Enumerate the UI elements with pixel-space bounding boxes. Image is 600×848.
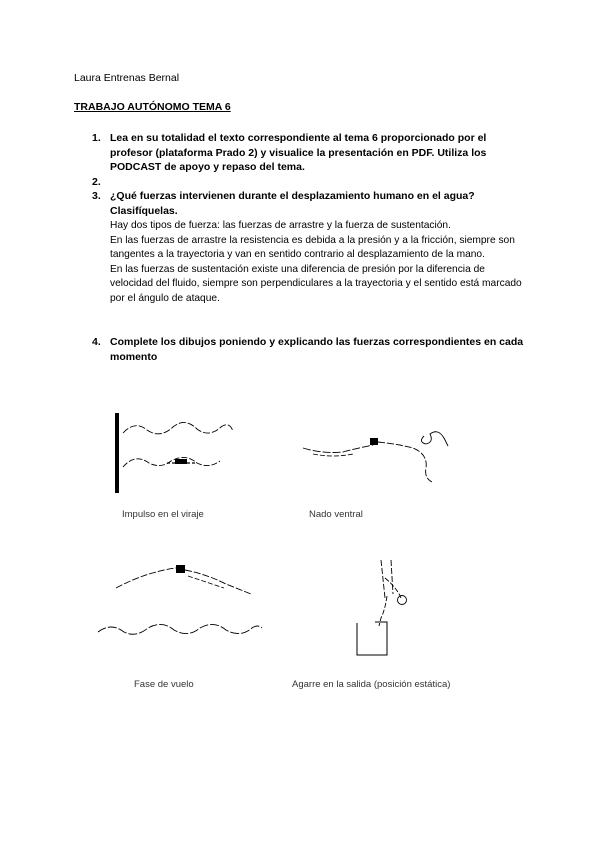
hand-marker: [370, 438, 378, 445]
water-surface: [123, 422, 233, 433]
figure-caption: Fase de vuelo: [134, 679, 194, 690]
answer-3: [110, 219, 530, 306]
hand-marker: [175, 459, 187, 464]
question-number: 2.: [92, 176, 101, 188]
document-title: TRABAJO AUTÓNOMO TEMA 6: [74, 101, 231, 113]
figure-ventral-swim: [298, 418, 468, 483]
figure-wall-turn: [105, 405, 240, 500]
question-number: 1.: [92, 132, 101, 144]
answer-paragraph: En las fuerzas de arrastre la resistencia es debida a la presión y a la fricción, siempre son tangentes a la trayectoria y van en sentido contrario al desplazamiento de la mano.: [110, 234, 515, 260]
swimmer-trajectory: [123, 457, 220, 467]
hand-marker: [176, 565, 185, 573]
swimmer-legs: [381, 560, 393, 598]
answer-paragraph: En las fuerzas de sustentación existe una diferencia de presión por la diferencia de velocidad del fluido, siempre son perpendiculares a la trayectoria y el sentido está marcado por el ángulo de ataque.: [110, 263, 522, 304]
figure-caption: Agarre en la salida (posición estática): [292, 679, 451, 690]
swimmer-body: [188, 576, 224, 588]
swimmer-trajectory: [303, 443, 376, 453]
figure-flight-phase: [96, 560, 266, 645]
author-name: Laura Entrenas Bernal: [74, 72, 180, 84]
starting-block: [357, 622, 387, 655]
question-number: 4.: [92, 336, 101, 348]
figure-caption: Nado ventral: [309, 509, 363, 520]
arm-path: [185, 570, 251, 594]
swimmer-trajectory: [116, 568, 180, 588]
arm-path: [378, 442, 432, 482]
question-text: Lea en su totalidad el texto correspondiente al tema 6 proporcionado por el profesor (plataforma Prado 2) y visualice la presentación en PDF. Utiliza los PODCAST de apoyo y repaso del tema.: [110, 132, 487, 173]
question-text: Complete los dibujos poniendo y explicando las fuerzas correspondientes en cada momento: [110, 336, 524, 363]
answer-paragraph: Hay dos tipos de fuerza: las fuerzas de arrastre y la fuerza de sustentación.: [110, 220, 451, 231]
water-surface: [98, 624, 262, 634]
swimmer-body: [313, 454, 353, 456]
figure-start-grip: [345, 558, 425, 660]
question-text: ¿Qué fuerzas intervienen durante el desplazamiento humano en el agua? Clasifíquelas.: [110, 190, 475, 217]
swimmer-head: [398, 596, 407, 605]
hand-path: [421, 432, 448, 446]
figure-caption: Impulso en el viraje: [122, 509, 204, 520]
question-number: 3.: [92, 190, 101, 202]
